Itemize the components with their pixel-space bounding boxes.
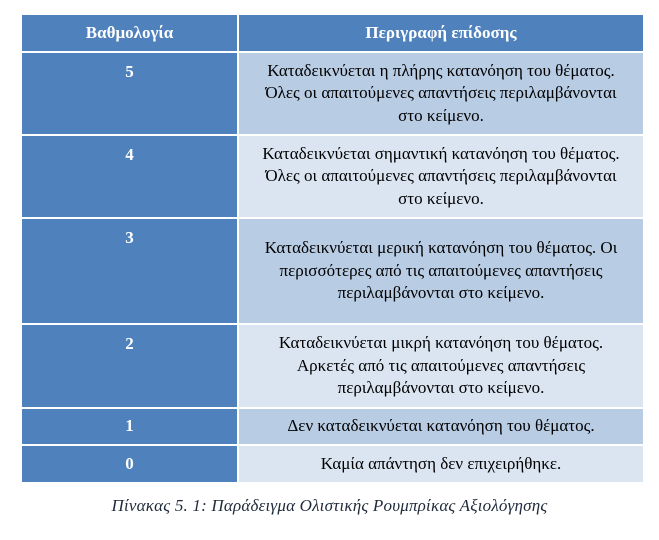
table-row	[22, 218, 643, 324]
table-caption: Πίνακας 5. 1: Παράδειγμα Ολιστικής Ρουμπρίκας Αξιολόγησης	[111, 496, 548, 515]
header-description: Περιγραφή επίδοσης	[238, 15, 643, 52]
description-cell: Καμία απάντηση δεν επιχειρήθηκε.	[238, 445, 643, 482]
score-cell: 2	[22, 324, 238, 408]
table-row	[22, 408, 643, 445]
score-cell: 0	[22, 445, 238, 482]
score-cell: 1	[22, 408, 238, 445]
table-row	[22, 135, 643, 218]
table-row	[22, 324, 643, 408]
table-row	[22, 445, 643, 482]
description-cell: Καταδεικνύεται η πλήρης κατανόηση του θέματος. Όλες οι απαιτούμενες απαντήσεις περιλαμβάνονται στο κείμενο.	[238, 52, 643, 135]
description-cell: Καταδεικνύεται μικρή κατανόηση του θέματος. Αρκετές από τις απαιτούμενες απαντήσεις περιλαμβάνονται στο κείμενο.	[238, 324, 643, 408]
table-row	[22, 52, 643, 135]
description-cell: Καταδεικνύεται μερική κατανόηση του θέματος. Οι περισσότερες από τις απαιτούμενες απαντήσεις περιλαμβάνονται στο κείμενο.	[238, 218, 643, 324]
description-cell: Δεν καταδεικνύεται κατανόηση του θέματος.	[238, 408, 643, 445]
header-score: Βαθμολογία	[22, 15, 238, 52]
table-header-row	[22, 15, 643, 52]
score-cell: 5	[22, 52, 238, 135]
score-cell: 3	[22, 218, 238, 324]
holistic-rubric-table	[22, 15, 643, 482]
score-cell: 4	[22, 135, 238, 218]
description-cell: Καταδεικνύεται σημαντική κατανόηση του θέματος. Όλες οι απαιτούμενες απαντήσεις περιλαμβάνονται στο κείμενο.	[238, 135, 643, 218]
